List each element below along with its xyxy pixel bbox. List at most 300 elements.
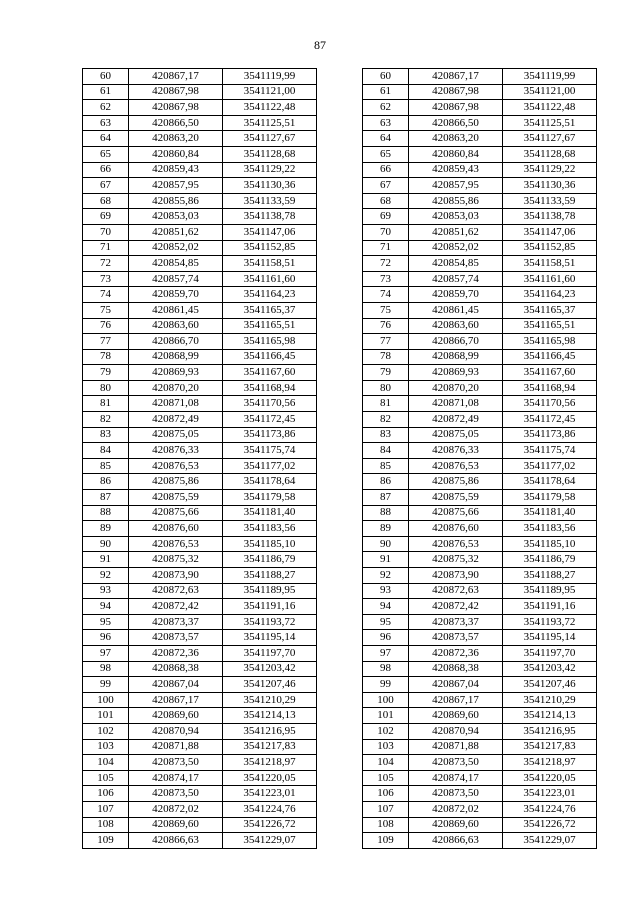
column-gap: [317, 412, 363, 428]
right-y-coordinate: 3541128,68: [503, 146, 597, 162]
right-x-coordinate: 420871,08: [409, 396, 503, 412]
left-point-number: 103: [83, 739, 129, 755]
right-point-number: 107: [363, 801, 409, 817]
table-row: [83, 474, 597, 490]
left-point-number: 107: [83, 801, 129, 817]
right-y-coordinate: 3541129,22: [503, 162, 597, 178]
column-gap: [317, 614, 363, 630]
left-point-number: 100: [83, 692, 129, 708]
left-point-number: 106: [83, 786, 129, 802]
left-x-coordinate: 420857,74: [129, 271, 223, 287]
right-y-coordinate: 3541130,36: [503, 178, 597, 194]
right-y-coordinate: 3541189,95: [503, 583, 597, 599]
table-row: [83, 505, 597, 521]
right-x-coordinate: 420876,33: [409, 443, 503, 459]
right-point-number: 103: [363, 739, 409, 755]
left-point-number: 98: [83, 661, 129, 677]
left-point-number: 62: [83, 100, 129, 116]
right-x-coordinate: 420867,17: [409, 692, 503, 708]
right-x-coordinate: 420876,60: [409, 521, 503, 537]
right-x-coordinate: 420870,20: [409, 380, 503, 396]
column-gap: [317, 209, 363, 225]
left-y-coordinate: 3541152,85: [223, 240, 317, 256]
table-row: [83, 677, 597, 693]
left-x-coordinate: 420855,86: [129, 193, 223, 209]
right-y-coordinate: 3541178,64: [503, 474, 597, 490]
left-x-coordinate: 420871,88: [129, 739, 223, 755]
right-point-number: 80: [363, 380, 409, 396]
left-y-coordinate: 3541218,97: [223, 755, 317, 771]
left-x-coordinate: 420866,70: [129, 334, 223, 350]
right-point-number: 60: [363, 69, 409, 85]
right-y-coordinate: 3541173,86: [503, 427, 597, 443]
right-point-number: 102: [363, 723, 409, 739]
left-x-coordinate: 420859,70: [129, 287, 223, 303]
column-gap: [317, 100, 363, 116]
right-y-coordinate: 3541185,10: [503, 536, 597, 552]
table-row: [83, 458, 597, 474]
right-point-number: 93: [363, 583, 409, 599]
left-point-number: 81: [83, 396, 129, 412]
page-number: 87: [314, 38, 326, 52]
left-y-coordinate: 3541175,74: [223, 443, 317, 459]
column-gap: [317, 583, 363, 599]
table-row: [83, 536, 597, 552]
right-point-number: 92: [363, 568, 409, 584]
right-y-coordinate: 3541152,85: [503, 240, 597, 256]
left-point-number: 72: [83, 256, 129, 272]
left-y-coordinate: 3541119,99: [223, 69, 317, 85]
right-y-coordinate: 3541186,79: [503, 552, 597, 568]
right-x-coordinate: 420863,60: [409, 318, 503, 334]
left-point-number: 80: [83, 380, 129, 396]
right-point-number: 109: [363, 833, 409, 849]
right-point-number: 67: [363, 178, 409, 194]
table-row: [83, 739, 597, 755]
column-gap: [317, 443, 363, 459]
right-point-number: 91: [363, 552, 409, 568]
column-gap: [317, 755, 363, 771]
right-y-coordinate: 3541214,13: [503, 708, 597, 724]
table-row: [83, 69, 597, 85]
right-y-coordinate: 3541217,83: [503, 739, 597, 755]
left-y-coordinate: 3541133,59: [223, 193, 317, 209]
table-row: [83, 146, 597, 162]
right-y-coordinate: 3541166,45: [503, 349, 597, 365]
left-point-number: 85: [83, 458, 129, 474]
right-x-coordinate: 420855,86: [409, 193, 503, 209]
column-gap: [317, 536, 363, 552]
left-point-number: 83: [83, 427, 129, 443]
left-point-number: 97: [83, 645, 129, 661]
column-gap: [317, 318, 363, 334]
right-point-number: 96: [363, 630, 409, 646]
right-point-number: 64: [363, 131, 409, 147]
table-row: [83, 630, 597, 646]
right-y-coordinate: 3541177,02: [503, 458, 597, 474]
right-point-number: 72: [363, 256, 409, 272]
left-point-number: 73: [83, 271, 129, 287]
column-gap: [317, 692, 363, 708]
right-x-coordinate: 420869,60: [409, 817, 503, 833]
right-point-number: 99: [363, 677, 409, 693]
right-y-coordinate: 3541188,27: [503, 568, 597, 584]
right-point-number: 90: [363, 536, 409, 552]
table-row: [83, 349, 597, 365]
right-x-coordinate: 420875,05: [409, 427, 503, 443]
left-y-coordinate: 3541220,05: [223, 770, 317, 786]
left-y-coordinate: 3541191,16: [223, 599, 317, 615]
left-point-number: 96: [83, 630, 129, 646]
right-y-coordinate: 3541216,95: [503, 723, 597, 739]
left-x-coordinate: 420872,02: [129, 801, 223, 817]
left-point-number: 95: [83, 614, 129, 630]
left-x-coordinate: 420857,95: [129, 178, 223, 194]
left-y-coordinate: 3541203,42: [223, 661, 317, 677]
right-x-coordinate: 420859,43: [409, 162, 503, 178]
left-x-coordinate: 420873,37: [129, 614, 223, 630]
table-row: [83, 521, 597, 537]
table-row: [83, 209, 597, 225]
right-x-coordinate: 420872,02: [409, 801, 503, 817]
left-point-number: 65: [83, 146, 129, 162]
table-row: [83, 396, 597, 412]
right-x-coordinate: 420867,98: [409, 100, 503, 116]
column-gap: [317, 817, 363, 833]
left-y-coordinate: 3541229,07: [223, 833, 317, 849]
left-point-number: 77: [83, 334, 129, 350]
left-y-coordinate: 3541214,13: [223, 708, 317, 724]
table-row: [83, 552, 597, 568]
left-y-coordinate: 3541147,06: [223, 224, 317, 240]
left-y-coordinate: 3541197,70: [223, 645, 317, 661]
right-y-coordinate: 3541191,16: [503, 599, 597, 615]
right-x-coordinate: 420873,50: [409, 755, 503, 771]
table-row: [83, 833, 597, 849]
left-x-coordinate: 420867,17: [129, 692, 223, 708]
left-x-coordinate: 420851,62: [129, 224, 223, 240]
column-gap: [317, 349, 363, 365]
right-x-coordinate: 420868,99: [409, 349, 503, 365]
left-point-number: 82: [83, 412, 129, 428]
table-row: [83, 115, 597, 131]
left-x-coordinate: 420872,42: [129, 599, 223, 615]
left-x-coordinate: 420869,93: [129, 365, 223, 381]
right-x-coordinate: 420875,59: [409, 490, 503, 506]
right-x-coordinate: 420873,37: [409, 614, 503, 630]
right-point-number: 63: [363, 115, 409, 131]
left-point-number: 61: [83, 84, 129, 100]
right-point-number: 65: [363, 146, 409, 162]
right-x-coordinate: 420871,88: [409, 739, 503, 755]
table-row: [83, 708, 597, 724]
left-point-number: 86: [83, 474, 129, 490]
column-gap: [317, 786, 363, 802]
left-x-coordinate: 420873,57: [129, 630, 223, 646]
right-y-coordinate: 3541220,05: [503, 770, 597, 786]
table-row: [83, 318, 597, 334]
right-x-coordinate: 420869,93: [409, 365, 503, 381]
table-row: [83, 427, 597, 443]
right-x-coordinate: 420853,03: [409, 209, 503, 225]
left-point-number: 68: [83, 193, 129, 209]
left-x-coordinate: 420870,20: [129, 380, 223, 396]
column-gap: [317, 739, 363, 755]
left-x-coordinate: 420875,86: [129, 474, 223, 490]
table-row: [83, 287, 597, 303]
right-point-number: 100: [363, 692, 409, 708]
right-y-coordinate: 3541203,42: [503, 661, 597, 677]
right-point-number: 84: [363, 443, 409, 459]
right-x-coordinate: 420876,53: [409, 458, 503, 474]
column-gap: [317, 146, 363, 162]
left-x-coordinate: 420869,60: [129, 817, 223, 833]
right-x-coordinate: 420870,94: [409, 723, 503, 739]
left-x-coordinate: 420873,50: [129, 786, 223, 802]
left-point-number: 79: [83, 365, 129, 381]
column-gap: [317, 770, 363, 786]
left-x-coordinate: 420875,32: [129, 552, 223, 568]
right-x-coordinate: 420866,50: [409, 115, 503, 131]
left-x-coordinate: 420866,63: [129, 833, 223, 849]
left-y-coordinate: 3541127,67: [223, 131, 317, 147]
left-y-coordinate: 3541178,64: [223, 474, 317, 490]
column-gap: [317, 193, 363, 209]
column-gap: [317, 505, 363, 521]
left-y-coordinate: 3541129,22: [223, 162, 317, 178]
right-point-number: 75: [363, 302, 409, 318]
left-x-coordinate: 420872,36: [129, 645, 223, 661]
right-point-number: 73: [363, 271, 409, 287]
left-x-coordinate: 420872,63: [129, 583, 223, 599]
column-gap: [317, 334, 363, 350]
table-row: [83, 723, 597, 739]
column-gap: [317, 178, 363, 194]
right-y-coordinate: 3541165,37: [503, 302, 597, 318]
column-gap: [317, 458, 363, 474]
left-x-coordinate: 420867,98: [129, 100, 223, 116]
table-row: [83, 770, 597, 786]
left-y-coordinate: 3541216,95: [223, 723, 317, 739]
table-row: [83, 614, 597, 630]
left-y-coordinate: 3541172,45: [223, 412, 317, 428]
right-x-coordinate: 420857,74: [409, 271, 503, 287]
right-x-coordinate: 420866,63: [409, 833, 503, 849]
right-y-coordinate: 3541168,94: [503, 380, 597, 396]
left-y-coordinate: 3541161,60: [223, 271, 317, 287]
table-row: [83, 365, 597, 381]
column-gap: [317, 723, 363, 739]
right-point-number: 62: [363, 100, 409, 116]
column-gap: [317, 630, 363, 646]
right-point-number: 94: [363, 599, 409, 615]
right-y-coordinate: 3541181,40: [503, 505, 597, 521]
left-point-number: 108: [83, 817, 129, 833]
right-point-number: 68: [363, 193, 409, 209]
left-x-coordinate: 420872,49: [129, 412, 223, 428]
column-gap: [317, 380, 363, 396]
left-y-coordinate: 3541173,86: [223, 427, 317, 443]
table-row: [83, 817, 597, 833]
left-point-number: 92: [83, 568, 129, 584]
left-y-coordinate: 3541185,10: [223, 536, 317, 552]
right-x-coordinate: 420872,36: [409, 645, 503, 661]
right-y-coordinate: 3541165,98: [503, 334, 597, 350]
right-y-coordinate: 3541161,60: [503, 271, 597, 287]
right-y-coordinate: 3541138,78: [503, 209, 597, 225]
column-gap: [317, 365, 363, 381]
column-gap: [317, 645, 363, 661]
right-y-coordinate: 3541170,56: [503, 396, 597, 412]
left-x-coordinate: 420863,20: [129, 131, 223, 147]
right-point-number: 105: [363, 770, 409, 786]
right-y-coordinate: 3541172,45: [503, 412, 597, 428]
left-y-coordinate: 3541195,14: [223, 630, 317, 646]
table-row: [83, 240, 597, 256]
right-point-number: 79: [363, 365, 409, 381]
right-point-number: 101: [363, 708, 409, 724]
right-x-coordinate: 420866,70: [409, 334, 503, 350]
column-gap: [317, 162, 363, 178]
table-row: [83, 380, 597, 396]
right-x-coordinate: 420859,70: [409, 287, 503, 303]
column-gap: [317, 599, 363, 615]
left-point-number: 89: [83, 521, 129, 537]
right-point-number: 85: [363, 458, 409, 474]
column-gap: [317, 474, 363, 490]
left-y-coordinate: 3541167,60: [223, 365, 317, 381]
right-x-coordinate: 420863,20: [409, 131, 503, 147]
left-point-number: 99: [83, 677, 129, 693]
column-gap: [317, 240, 363, 256]
table-row: [83, 490, 597, 506]
right-y-coordinate: 3541210,29: [503, 692, 597, 708]
column-gap: [317, 833, 363, 849]
table-row: [83, 443, 597, 459]
left-x-coordinate: 420859,43: [129, 162, 223, 178]
right-y-coordinate: 3541133,59: [503, 193, 597, 209]
right-point-number: 76: [363, 318, 409, 334]
left-point-number: 76: [83, 318, 129, 334]
left-x-coordinate: 420871,08: [129, 396, 223, 412]
table-row: [83, 162, 597, 178]
right-y-coordinate: 3541125,51: [503, 115, 597, 131]
right-y-coordinate: 3541179,58: [503, 490, 597, 506]
right-x-coordinate: 420867,98: [409, 84, 503, 100]
right-x-coordinate: 420873,57: [409, 630, 503, 646]
left-point-number: 88: [83, 505, 129, 521]
left-x-coordinate: 420876,60: [129, 521, 223, 537]
left-y-coordinate: 3541122,48: [223, 100, 317, 116]
right-x-coordinate: 420851,62: [409, 224, 503, 240]
column-gap: [317, 302, 363, 318]
left-y-coordinate: 3541207,46: [223, 677, 317, 693]
right-x-coordinate: 420852,02: [409, 240, 503, 256]
left-x-coordinate: 420874,17: [129, 770, 223, 786]
right-point-number: 78: [363, 349, 409, 365]
left-y-coordinate: 3541130,36: [223, 178, 317, 194]
right-point-number: 89: [363, 521, 409, 537]
right-x-coordinate: 420868,38: [409, 661, 503, 677]
left-y-coordinate: 3541164,23: [223, 287, 317, 303]
column-gap: [317, 131, 363, 147]
left-y-coordinate: 3541138,78: [223, 209, 317, 225]
right-point-number: 106: [363, 786, 409, 802]
right-y-coordinate: 3541218,97: [503, 755, 597, 771]
left-x-coordinate: 420873,50: [129, 755, 223, 771]
left-point-number: 105: [83, 770, 129, 786]
left-y-coordinate: 3541217,83: [223, 739, 317, 755]
column-gap: [317, 521, 363, 537]
left-x-coordinate: 420854,85: [129, 256, 223, 272]
left-y-coordinate: 3541121,00: [223, 84, 317, 100]
right-point-number: 66: [363, 162, 409, 178]
left-y-coordinate: 3541226,72: [223, 817, 317, 833]
left-x-coordinate: 420875,59: [129, 490, 223, 506]
left-x-coordinate: 420866,50: [129, 115, 223, 131]
right-y-coordinate: 3541223,01: [503, 786, 597, 802]
left-x-coordinate: 420875,05: [129, 427, 223, 443]
right-y-coordinate: 3541167,60: [503, 365, 597, 381]
table-row: [83, 661, 597, 677]
left-point-number: 87: [83, 490, 129, 506]
table-row: [83, 302, 597, 318]
right-y-coordinate: 3541165,51: [503, 318, 597, 334]
right-x-coordinate: 420873,50: [409, 786, 503, 802]
left-point-number: 91: [83, 552, 129, 568]
left-x-coordinate: 420867,04: [129, 677, 223, 693]
right-y-coordinate: 3541183,56: [503, 521, 597, 537]
right-x-coordinate: 420867,17: [409, 69, 503, 85]
table-row: [83, 256, 597, 272]
left-x-coordinate: 420860,84: [129, 146, 223, 162]
right-y-coordinate: 3541122,48: [503, 100, 597, 116]
right-point-number: 69: [363, 209, 409, 225]
right-point-number: 82: [363, 412, 409, 428]
table-row: [83, 568, 597, 584]
left-y-coordinate: 3541186,79: [223, 552, 317, 568]
left-point-number: 93: [83, 583, 129, 599]
right-point-number: 83: [363, 427, 409, 443]
table-row: [83, 412, 597, 428]
left-x-coordinate: 420868,38: [129, 661, 223, 677]
left-x-coordinate: 420867,17: [129, 69, 223, 85]
left-x-coordinate: 420861,45: [129, 302, 223, 318]
column-gap: [317, 224, 363, 240]
right-y-coordinate: 3541121,00: [503, 84, 597, 100]
table-row: [83, 692, 597, 708]
left-x-coordinate: 420873,90: [129, 568, 223, 584]
right-y-coordinate: 3541207,46: [503, 677, 597, 693]
right-point-number: 108: [363, 817, 409, 833]
table-row: [83, 334, 597, 350]
left-y-coordinate: 3541183,56: [223, 521, 317, 537]
right-x-coordinate: 420873,90: [409, 568, 503, 584]
left-y-coordinate: 3541165,51: [223, 318, 317, 334]
right-y-coordinate: 3541193,72: [503, 614, 597, 630]
right-x-coordinate: 420869,60: [409, 708, 503, 724]
left-point-number: 74: [83, 287, 129, 303]
table-row: [83, 84, 597, 100]
left-x-coordinate: 420870,94: [129, 723, 223, 739]
left-y-coordinate: 3541168,94: [223, 380, 317, 396]
left-x-coordinate: 420863,60: [129, 318, 223, 334]
left-y-coordinate: 3541165,37: [223, 302, 317, 318]
left-point-number: 71: [83, 240, 129, 256]
left-x-coordinate: 420853,03: [129, 209, 223, 225]
left-point-number: 69: [83, 209, 129, 225]
right-point-number: 61: [363, 84, 409, 100]
